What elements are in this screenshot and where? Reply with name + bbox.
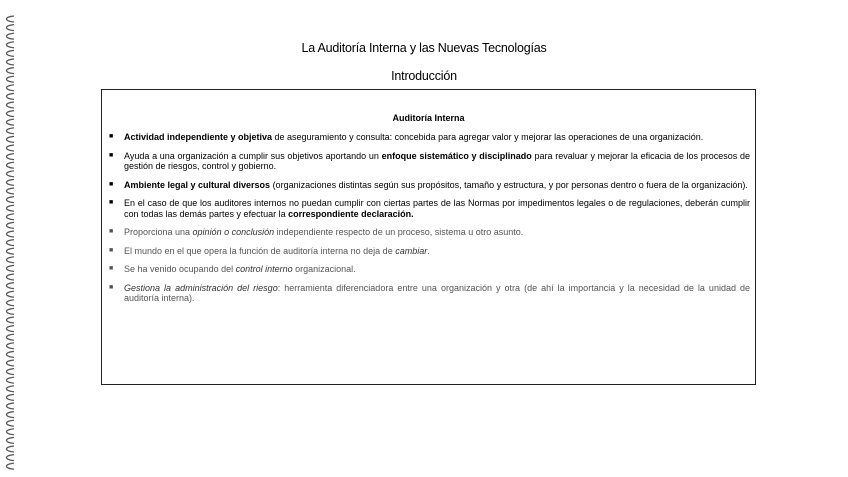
bullet-icon: ■ xyxy=(109,199,114,206)
binding-coil xyxy=(7,188,15,194)
binding-coil xyxy=(7,111,15,117)
binding-coil xyxy=(7,85,15,91)
bullet-icon: ■ xyxy=(109,265,114,272)
binding-coil xyxy=(7,308,15,314)
binding-coil xyxy=(7,420,15,426)
bullet-icon: ■ xyxy=(109,228,114,235)
binding-coil xyxy=(7,214,15,220)
binding-coil xyxy=(7,248,15,254)
binding-coil xyxy=(7,128,15,134)
binding-coil xyxy=(7,334,15,340)
binding-coil xyxy=(7,222,15,228)
binding-coil xyxy=(7,351,15,357)
bullet-icon: ■ xyxy=(109,246,114,254)
section-subtitle: Introducción xyxy=(391,69,457,83)
binding-coil xyxy=(7,231,15,237)
list-item: ■ Proporciona una opinión o conclusión independiente respecto de un proceso, sistema u otro asunto. xyxy=(109,227,524,237)
document-title: La Auditoría Interna y las Nuevas Tecnologías xyxy=(301,41,547,55)
binding-coil xyxy=(7,59,15,65)
binding-coil xyxy=(7,300,15,306)
list-item: ■ En el caso de que los auditores internos no puedan cumplir con ciertas partes de las Normas por impedimentos legales o de regulaciones, deberán cumplir con todas las demás partes y efectuar la correspondiente declaración. xyxy=(109,198,750,219)
binding-coil xyxy=(7,317,15,323)
binding-coil xyxy=(7,16,15,22)
binding-coil xyxy=(7,171,15,177)
list-item: ■ El mundo en el que opera la función de auditoría interna no deja de cambiar. xyxy=(109,245,430,256)
binding-coil xyxy=(7,283,15,289)
binding-coil xyxy=(7,386,15,392)
bullet-icon: ■ xyxy=(109,133,114,140)
spiral-binding xyxy=(2,14,18,474)
binding-coil xyxy=(7,429,15,435)
binding-coil xyxy=(7,360,15,366)
list-item: ■ Ayuda a una organización a cumplir sus objetivos aportando un enfoque sistemático y disciplinado para revaluar y mejorar la eficacia de los procesos de gestión de riesgos, control y gobierno. xyxy=(109,150,750,171)
list-item: ■ Gestiona la administración del riesgo: herramienta diferenciadora entre una organización y otra (de ahí la importancia y la necesidad de la unidad de auditoría interna). xyxy=(109,282,751,303)
list-item: ■ Se ha venido ocupando del control interno organizacional. xyxy=(109,264,356,274)
binding-coil xyxy=(7,145,15,151)
binding-coil xyxy=(7,437,15,443)
binding-coil xyxy=(7,394,15,400)
content-box xyxy=(101,89,756,385)
bullet-list xyxy=(102,132,755,312)
binding-coil xyxy=(7,377,15,383)
binding-coil xyxy=(7,33,15,39)
binding-coil xyxy=(7,369,15,375)
binding-coil xyxy=(7,274,15,280)
binding-coil xyxy=(7,205,15,211)
binding-coil xyxy=(7,197,15,203)
bullet-icon: ■ xyxy=(109,283,114,291)
binding-coil xyxy=(7,326,15,332)
binding-coil xyxy=(7,162,15,168)
binding-coil xyxy=(7,291,15,297)
binding-coil xyxy=(7,343,15,349)
list-item: ■ Actividad independiente y objetiva de aseguramiento y consulta: concebida para agregar valor y mejorar las operaciones de una organización. xyxy=(109,132,704,142)
binding-coil xyxy=(7,455,15,461)
binding-coil xyxy=(7,240,15,246)
binding-coil xyxy=(7,102,15,108)
binding-coil xyxy=(7,463,15,469)
box-title: Auditoría Interna xyxy=(392,113,465,123)
list-item: ■ Ambiente legal y cultural diversos (organizaciones distintas según sus propósitos, tamaño y estructura, y por personas dentro o fuera de la organización). xyxy=(109,179,748,190)
binding-coil xyxy=(7,136,15,142)
bullet-icon: ■ xyxy=(109,180,114,188)
binding-coil xyxy=(7,93,15,99)
binding-coil xyxy=(7,412,15,418)
binding-coil xyxy=(7,179,15,185)
binding-coil xyxy=(7,265,15,271)
binding-coil xyxy=(7,257,15,263)
binding-coil xyxy=(7,446,15,452)
bullet-icon: ■ xyxy=(109,151,114,159)
binding-coil xyxy=(7,154,15,160)
binding-coil xyxy=(7,403,15,409)
binding-coil xyxy=(7,119,15,125)
binding-coil xyxy=(7,25,15,31)
